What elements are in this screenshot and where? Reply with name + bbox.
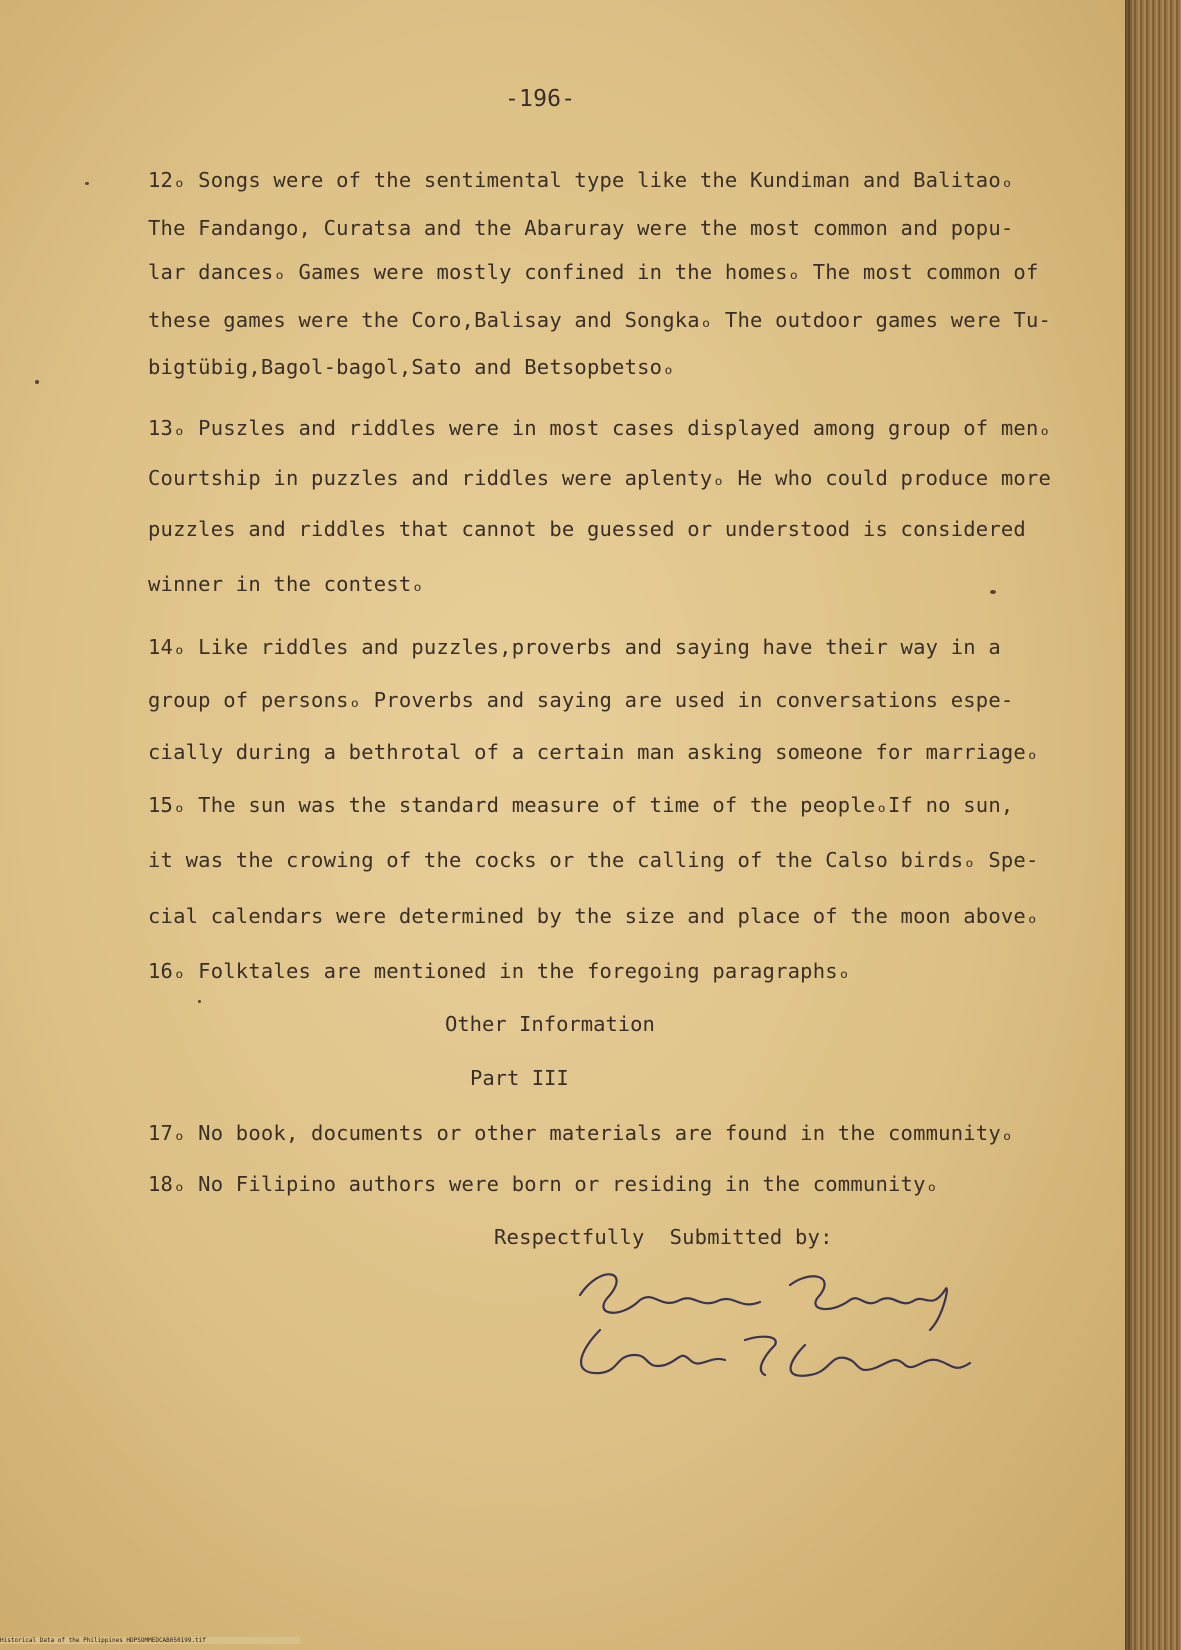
- text-line: cially during a bethrotal of a certain man asking someone for marriageₒ: [148, 740, 1039, 764]
- section-heading: Other Information: [445, 1012, 655, 1036]
- text-line: cial calendars were determined by the size and place of the moon aboveₒ: [148, 904, 1039, 928]
- paper-speck: [85, 182, 89, 185]
- text-line: it was the crowing of the cocks or the calling of the Calso birdsₒ Spe-: [148, 848, 1039, 872]
- paper-speck: [990, 590, 996, 594]
- text-line: 18ₒ No Filipino authors were born or residing in the communityₒ: [148, 1172, 939, 1196]
- closing-text: Respectfully Submitted by:: [494, 1225, 833, 1249]
- text-line: Courtship in puzzles and riddles were aplentyₒ He who could produce more: [148, 466, 1052, 490]
- scan-footer-label: Historical Data of the Philippines HDPSOMMEDCAB050199.tif: [0, 1637, 300, 1644]
- text-line: group of personsₒ Proverbs and saying are used in conversations espe-: [148, 688, 1014, 712]
- text-line: The Fandango, Curatsa and the Abaruray were the most common and popu-: [148, 216, 1014, 240]
- book-page-edges: [1125, 0, 1181, 1650]
- paper-speck: [198, 1000, 201, 1003]
- text-line: winner in the contestₒ: [148, 572, 424, 596]
- text-line: 14ₒ Like riddles and puzzles,proverbs and saying have their way in a: [148, 635, 1001, 659]
- section-subheading: Part III: [470, 1066, 569, 1090]
- text-line: 13ₒ Puszles and riddles were in most cases displayed among group of menₒ: [148, 416, 1052, 440]
- text-line: 16ₒ Folktales are mentioned in the foregoing paragraphsₒ: [148, 959, 851, 983]
- text-line: 12ₒ Songs were of the sentimental type like the Kundiman and Balitaoₒ: [148, 168, 1014, 192]
- paper-speck: [35, 380, 39, 384]
- text-line: 17ₒ No book, documents or other materials are found in the communityₒ: [148, 1121, 1014, 1145]
- text-line: these games were the Coro,Balisay and Songkaₒ The outdoor games were Tu-: [148, 308, 1052, 332]
- text-line: puzzles and riddles that cannot be guessed or understood is considered: [148, 517, 1026, 541]
- handwritten-signatures: [560, 1255, 990, 1395]
- text-line: bigtübig,Bagol-bagol,Sato and Betsopbetsoₒ: [148, 355, 675, 379]
- text-line: 15ₒ The sun was the standard measure of time of the peopleₒIf no sun,: [148, 793, 1014, 817]
- page-number: -196-: [505, 86, 576, 112]
- text-line: lar dancesₒ Games were mostly confined in the homesₒ The most common of: [148, 260, 1039, 284]
